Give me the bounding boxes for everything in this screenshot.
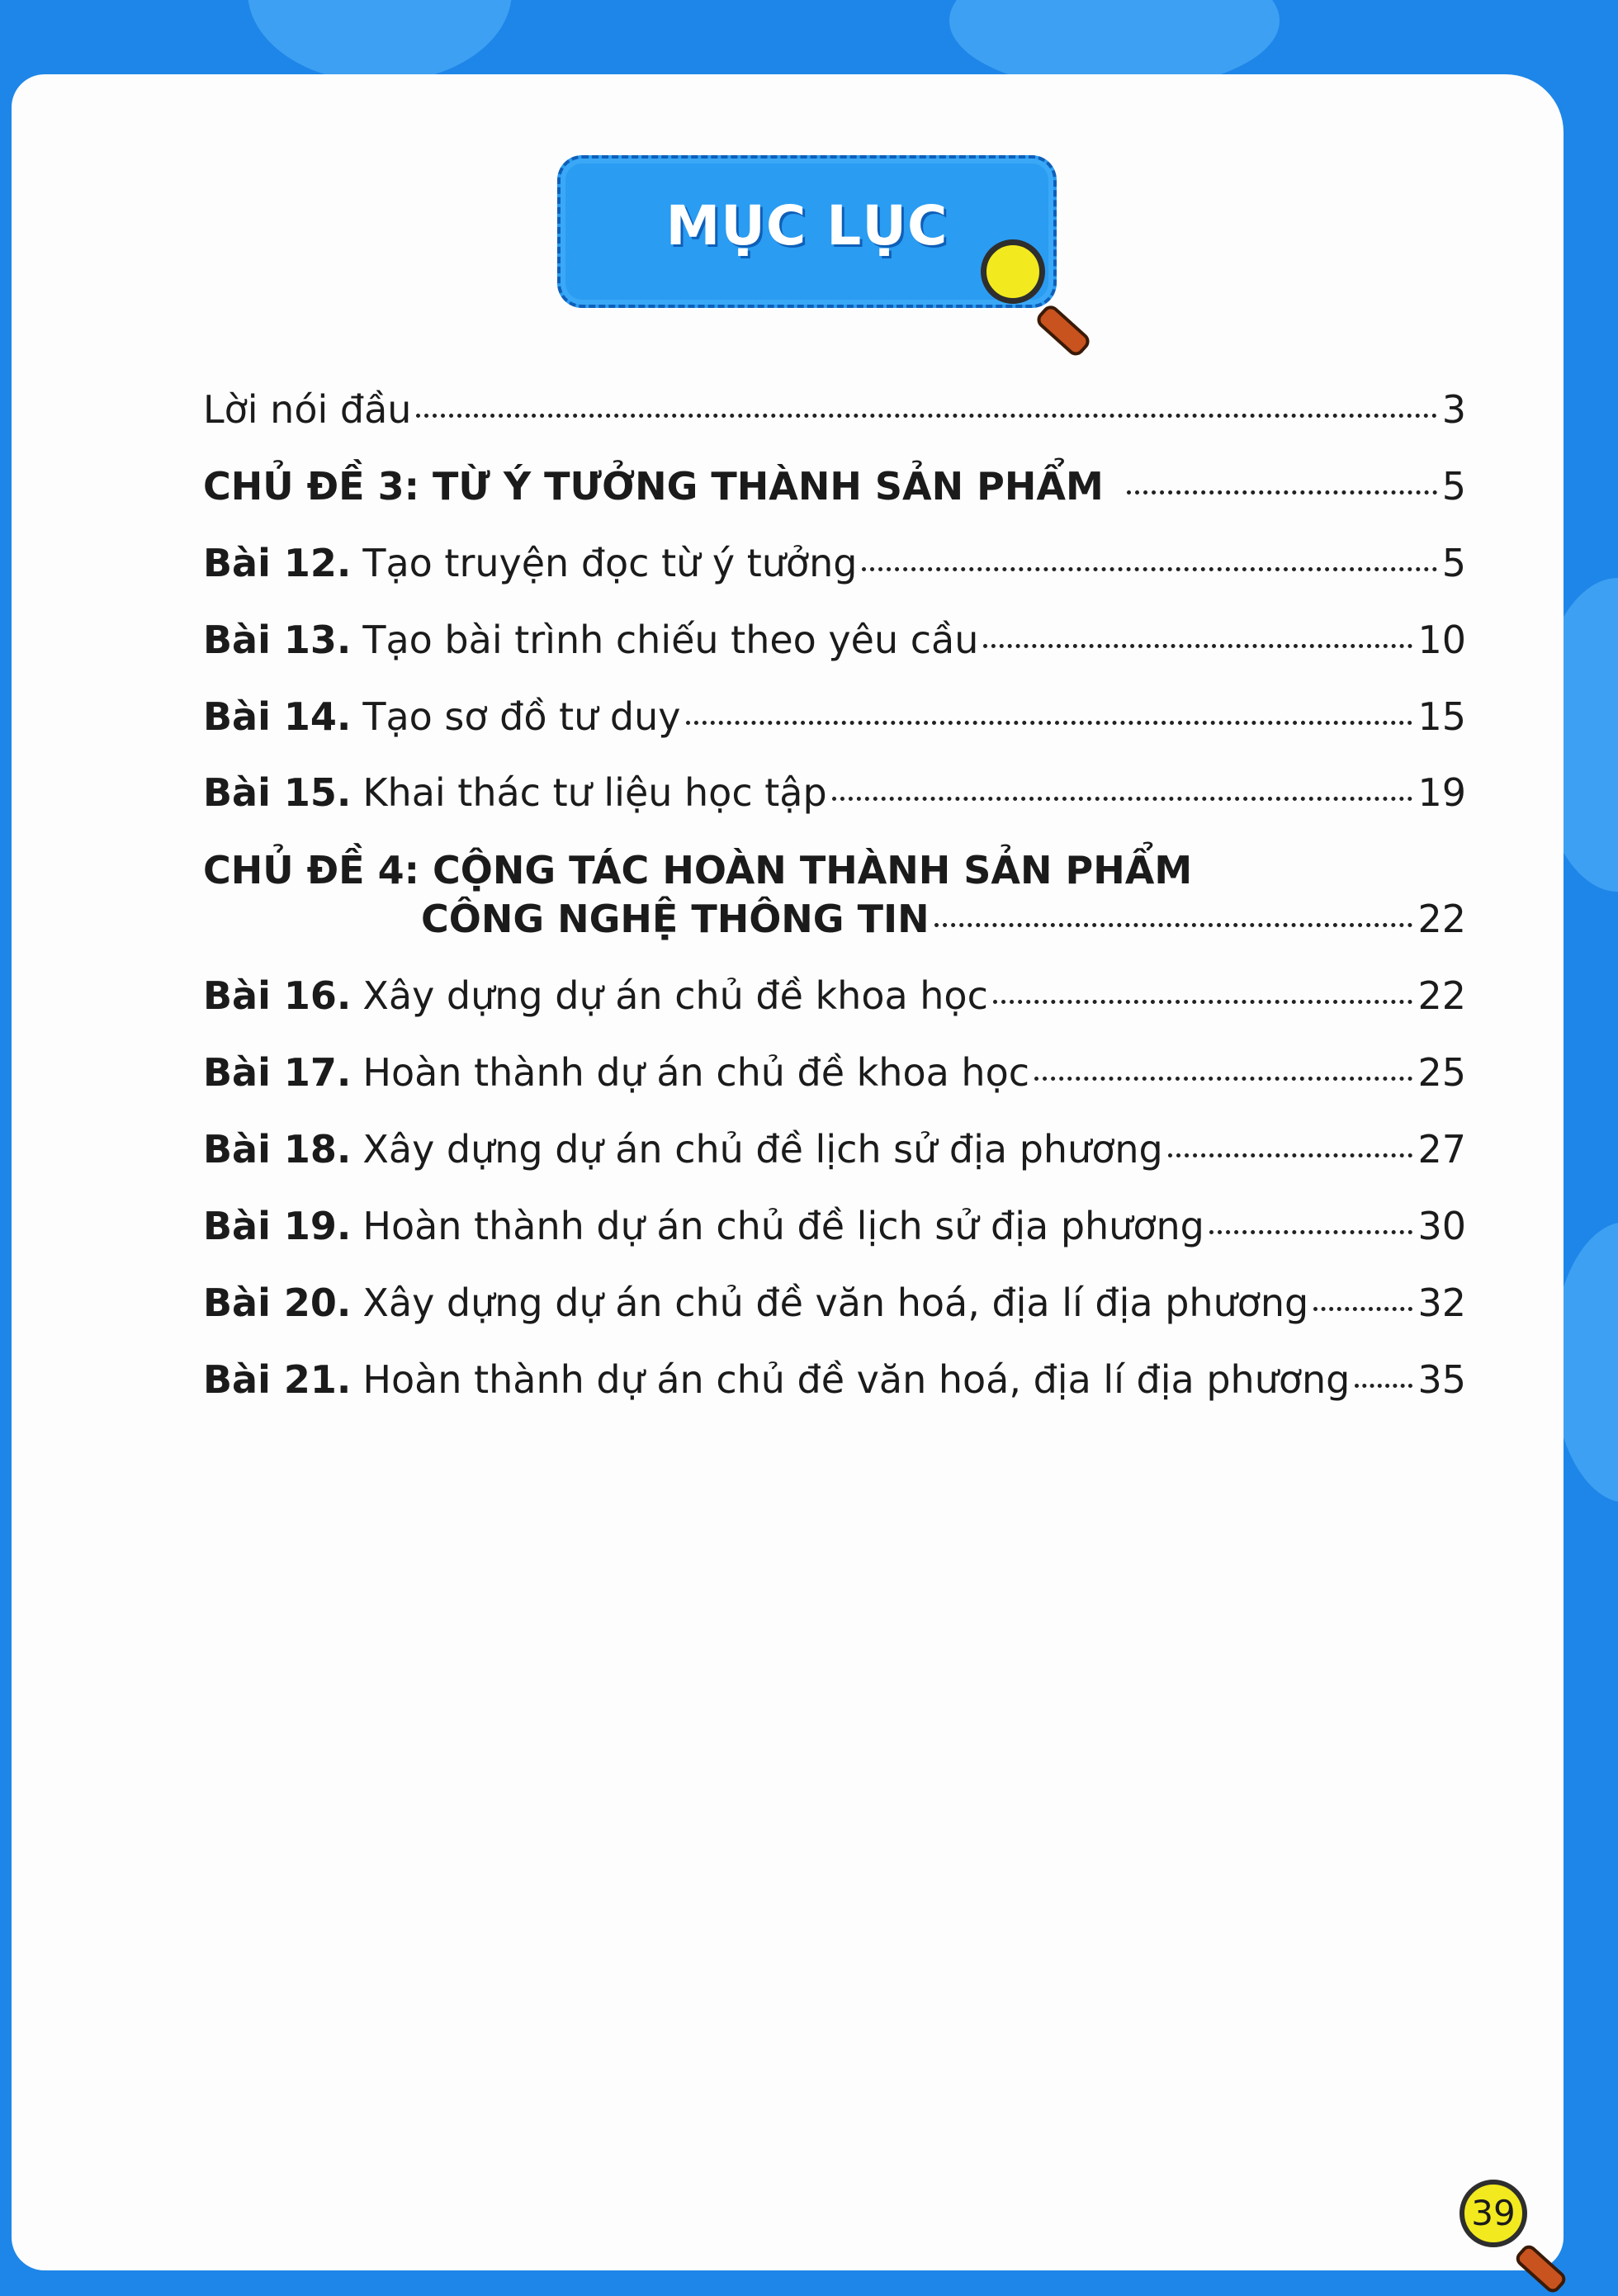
toc-entry-lesson <box>203 1128 1466 1172</box>
lesson-number: Bài 15. <box>203 770 352 816</box>
background-circle <box>248 0 512 83</box>
toc-entry-lesson <box>203 542 1466 585</box>
toc-entry-text: Tạo sơ đồ tư duy <box>362 694 681 739</box>
toc-entry-lesson <box>203 618 1466 662</box>
title-banner <box>557 155 1057 308</box>
toc-entry-page: 30 <box>1417 1203 1466 1248</box>
toc-entry-text: Khai thác tư liệu học tập <box>362 770 827 816</box>
dot-leader <box>832 797 1413 801</box>
toc-entry-text: CÔNG NGHỆ THÔNG TIN <box>421 897 930 942</box>
toc-entry-text: Xây dựng dự án chủ đề khoa học <box>362 973 988 1019</box>
dot-leader <box>983 644 1412 648</box>
toc-entry-page: 32 <box>1417 1280 1466 1325</box>
toc-entry-lesson <box>203 695 1466 739</box>
toc-entry-page: 5 <box>1441 463 1466 509</box>
toc-entry-text: Hoàn thành dự án chủ đề khoa học <box>362 1050 1030 1096</box>
toc-entry-text: Hoàn thành dự án chủ đề lịch sử địa phương <box>362 1203 1204 1248</box>
lesson-number: Bài 21. <box>203 1356 352 1402</box>
toc-entry-text: Hoàn thành dự án chủ đề văn hoá, địa lí địa phương <box>362 1356 1351 1402</box>
toc-entry-text: Xây dựng dự án chủ đề lịch sử địa phương <box>362 1127 1163 1172</box>
dot-leader <box>1313 1307 1412 1311</box>
toc-entry-lesson <box>203 974 1466 1018</box>
dot-leader <box>862 567 1436 571</box>
lesson-number: Bài 17. <box>203 1050 352 1096</box>
page-title: MỤC LỤC <box>665 194 949 258</box>
toc-entry-lesson <box>203 1358 1466 1402</box>
toc-entry-lesson <box>203 1051 1466 1095</box>
toc-entry-page: 19 <box>1417 770 1466 816</box>
toc-entry-topic-3 <box>203 465 1466 509</box>
dot-leader <box>1168 1153 1413 1157</box>
page-number-badge: 39 <box>1460 2180 1527 2247</box>
toc-entry-page: 3 <box>1441 387 1466 432</box>
magnifier-icon <box>981 239 1045 304</box>
lesson-number: Bài 18. <box>203 1127 352 1172</box>
toc-entry-text: Tạo bài trình chiếu theo yêu cầu <box>362 617 979 662</box>
dot-leader <box>934 923 1413 927</box>
toc-entry-text: Tạo truyện đọc từ ý tưởng <box>362 540 858 585</box>
lesson-number: Bài 12. <box>203 540 352 585</box>
toc-entry-lesson <box>203 1281 1466 1325</box>
toc-entry-text: Xây dựng dự án chủ đề văn hoá, địa lí địa phương <box>362 1280 1309 1325</box>
toc-entry-page: 22 <box>1417 973 1466 1019</box>
toc-entry-page: 35 <box>1417 1356 1466 1402</box>
dot-leader <box>1209 1230 1413 1234</box>
dot-leader <box>1034 1077 1412 1081</box>
toc-entry-page: 27 <box>1417 1127 1466 1172</box>
toc-entry-page: 22 <box>1417 897 1466 942</box>
toc-entry-topic-4-line2 <box>203 897 1466 941</box>
toc-entry-page: 10 <box>1417 617 1466 662</box>
lesson-number: Bài 19. <box>203 1203 352 1248</box>
toc-entry-text: CHỦ ĐỀ 3: TỪ Ý TƯỞNG THÀNH SẢN PHẨM <box>203 463 1104 509</box>
toc-entry-page: 15 <box>1417 694 1466 739</box>
table-of-contents <box>203 388 1466 1402</box>
lesson-number: Bài 13. <box>203 617 352 662</box>
toc-entry-text: Lời nói đầu <box>203 387 412 432</box>
toc-entry-page: 25 <box>1417 1050 1466 1096</box>
dot-leader <box>993 1000 1413 1004</box>
toc-entry-page: 5 <box>1441 540 1466 585</box>
lesson-number: Bài 20. <box>203 1280 352 1325</box>
toc-entry-text: CHỦ ĐỀ 4: CỘNG TÁC HOÀN THÀNH SẢN PHẨM <box>203 848 1193 893</box>
dot-leader <box>686 721 1413 725</box>
lesson-number: Bài 16. <box>203 973 352 1019</box>
lesson-number: Bài 14. <box>203 694 352 739</box>
toc-entry-foreword <box>203 388 1466 432</box>
dot-leader <box>1127 490 1437 495</box>
dot-leader <box>1355 1384 1412 1388</box>
toc-entry-lesson <box>203 771 1466 815</box>
dot-leader <box>416 414 1436 418</box>
toc-entry-lesson <box>203 1205 1466 1248</box>
toc-entry-topic-4 <box>203 848 1466 941</box>
